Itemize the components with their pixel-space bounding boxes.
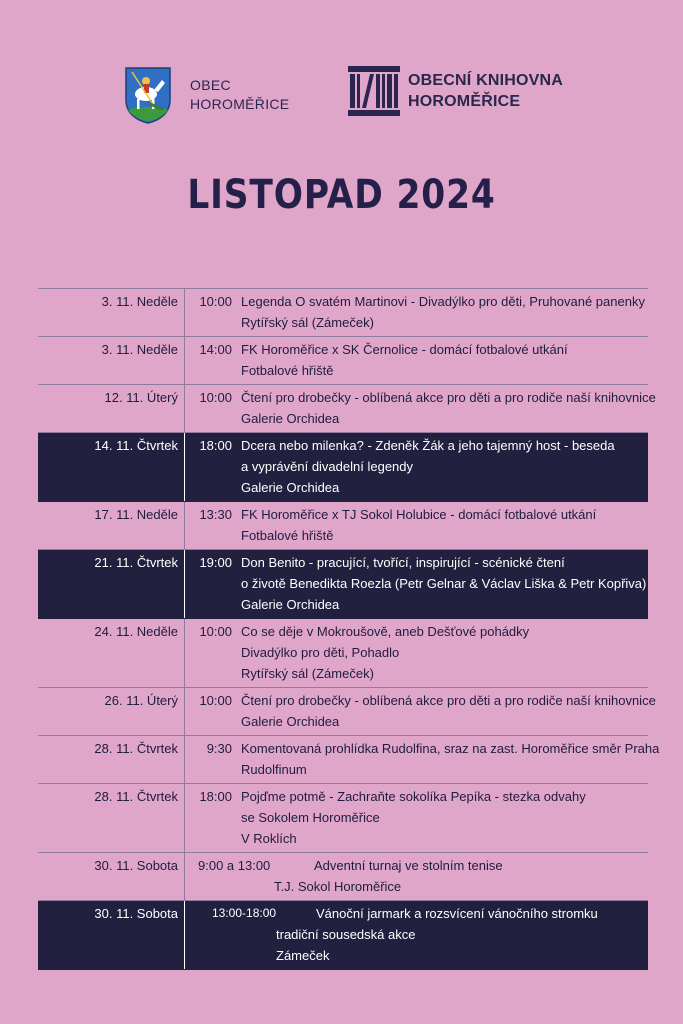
event-description	[241, 339, 648, 381]
event-line: FK Horoměřice x SK Černolice - domácí fotbalové utkání	[241, 342, 568, 357]
event-line: Adventní turnaj ve stolním tenise	[314, 858, 503, 873]
books-icon	[348, 66, 400, 116]
event-time: 14:00	[199, 342, 232, 357]
event-schedule	[38, 288, 660, 970]
event-line: Pojďme potmě - Zachraňte sokolíka Pepíka - stezka odvahy	[241, 789, 586, 804]
event-date: 30. 11. Sobota	[94, 858, 178, 873]
event-date: 3. 11. Neděle	[101, 294, 178, 309]
event-date: 17. 11. Neděle	[94, 507, 178, 522]
event-row-highlighted	[38, 433, 648, 502]
event-line: Komentovaná prohlídka Rudolfina, sraz na zast. Horoměřice směr Praha	[241, 741, 660, 756]
page-title: LISTOPAD 2024	[187, 172, 496, 218]
event-line: Galerie Orchidea	[241, 714, 340, 729]
library-line2: HOROMĚŘICE	[408, 93, 521, 110]
event-line: Divadýlko pro děti, Pohadlo	[241, 645, 400, 660]
event-line: Galerie Orchidea	[241, 411, 340, 426]
event-line: Galerie Orchidea	[241, 597, 340, 612]
event-description	[241, 690, 656, 732]
event-line: a vyprávění divadelní legendy	[241, 459, 414, 474]
event-date: 28. 11. Čtvrtek	[94, 789, 178, 804]
event-time: 9:30	[206, 741, 232, 756]
event-time: 10:00	[199, 693, 232, 708]
event-line: se Sokolem Horoměřice	[241, 810, 380, 825]
event-date: 30. 11. Sobota	[94, 906, 178, 921]
event-description	[274, 855, 648, 897]
obec-line1: OBEC	[190, 77, 231, 93]
event-row-highlighted	[38, 901, 648, 970]
library-line1: OBECNÍ KNIHOVNA	[408, 72, 564, 89]
event-description	[276, 903, 648, 966]
event-line: FK Horoměřice x TJ Sokol Holubice - domácí fotbalové utkání	[241, 507, 597, 522]
event-line: Dcera nebo milenka? - Zdeněk Žák a jeho tajemný host - beseda	[241, 438, 615, 453]
event-line: Fotbalové hřiště	[241, 363, 334, 378]
event-description	[241, 291, 648, 333]
event-row	[38, 502, 648, 550]
event-line: Vánoční jarmark a rozsvícení vánočního stromku	[316, 906, 598, 921]
event-line: Rudolfinum	[241, 762, 307, 777]
event-description	[241, 435, 648, 498]
event-description	[241, 387, 656, 429]
event-time: 10:00	[199, 390, 232, 405]
event-line: Zámeček	[276, 948, 330, 963]
coat-of-arms-icon	[124, 66, 172, 124]
event-line: T.J. Sokol Horoměřice	[274, 879, 402, 894]
event-description	[241, 621, 648, 684]
event-description	[241, 504, 648, 546]
event-line: Čtení pro drobečky - oblíbená akce pro děti a pro rodiče naší knihovnice	[241, 390, 656, 405]
obec-logo	[124, 66, 289, 124]
event-line: o životě Benedikta Roezla (Petr Gelnar & Václav Liška & Petr Kopřiva)	[241, 576, 647, 591]
event-line: Co se děje v Mokroušově, aneb Dešťové pohádky	[241, 624, 530, 639]
event-time: 13:00-18:00	[212, 906, 277, 920]
event-row-highlighted	[38, 550, 648, 619]
event-line: Čtení pro drobečky - oblíbená akce pro děti a pro rodiče naší knihovnice	[241, 693, 656, 708]
event-time: 10:00	[199, 624, 232, 639]
event-row	[38, 853, 648, 901]
event-line: tradiční sousedská akce	[276, 927, 416, 942]
event-line: Don Benito - pracující, tvořící, inspirující - scénické čtení	[241, 555, 565, 570]
event-line: Galerie Orchidea	[241, 480, 340, 495]
event-line: Legenda O svatém Martinovi - Divadýlko pro děti, Pruhované panenky	[241, 294, 645, 309]
event-row	[38, 337, 648, 385]
event-line: Rytířský sál (Zámeček)	[241, 315, 374, 330]
event-row	[38, 688, 656, 736]
event-date: 14. 11. Čtvrtek	[94, 438, 178, 453]
event-date: 24. 11. Neděle	[94, 624, 178, 639]
event-time: 18:00	[199, 789, 232, 804]
event-line: Rytířský sál (Zámeček)	[241, 666, 374, 681]
library-name	[408, 70, 563, 112]
event-date: 28. 11. Čtvrtek	[94, 741, 178, 756]
event-date: 21. 11. Čtvrtek	[94, 555, 178, 570]
event-date: 12. 11. Úterý	[104, 390, 178, 405]
event-time: 18:00	[199, 438, 232, 453]
event-time: 10:00	[199, 294, 232, 309]
event-description	[241, 552, 648, 615]
event-description	[241, 786, 648, 849]
event-row	[38, 289, 648, 337]
library-logo	[348, 66, 563, 116]
obec-line2: HOROMĚŘICE	[190, 96, 290, 112]
event-time: 19:00	[199, 555, 232, 570]
event-row	[38, 784, 648, 853]
event-line: Fotbalové hřiště	[241, 528, 334, 543]
event-description	[241, 738, 660, 780]
event-row	[38, 385, 656, 433]
event-date: 3. 11. Neděle	[101, 342, 178, 357]
event-date: 26. 11. Úterý	[104, 693, 178, 708]
event-time: 9:00 a 13:00	[198, 858, 271, 873]
event-line: V Roklích	[241, 831, 297, 846]
event-row	[38, 736, 660, 784]
obec-name	[190, 76, 289, 114]
event-row	[38, 619, 648, 688]
event-time: 13:30	[199, 507, 232, 522]
